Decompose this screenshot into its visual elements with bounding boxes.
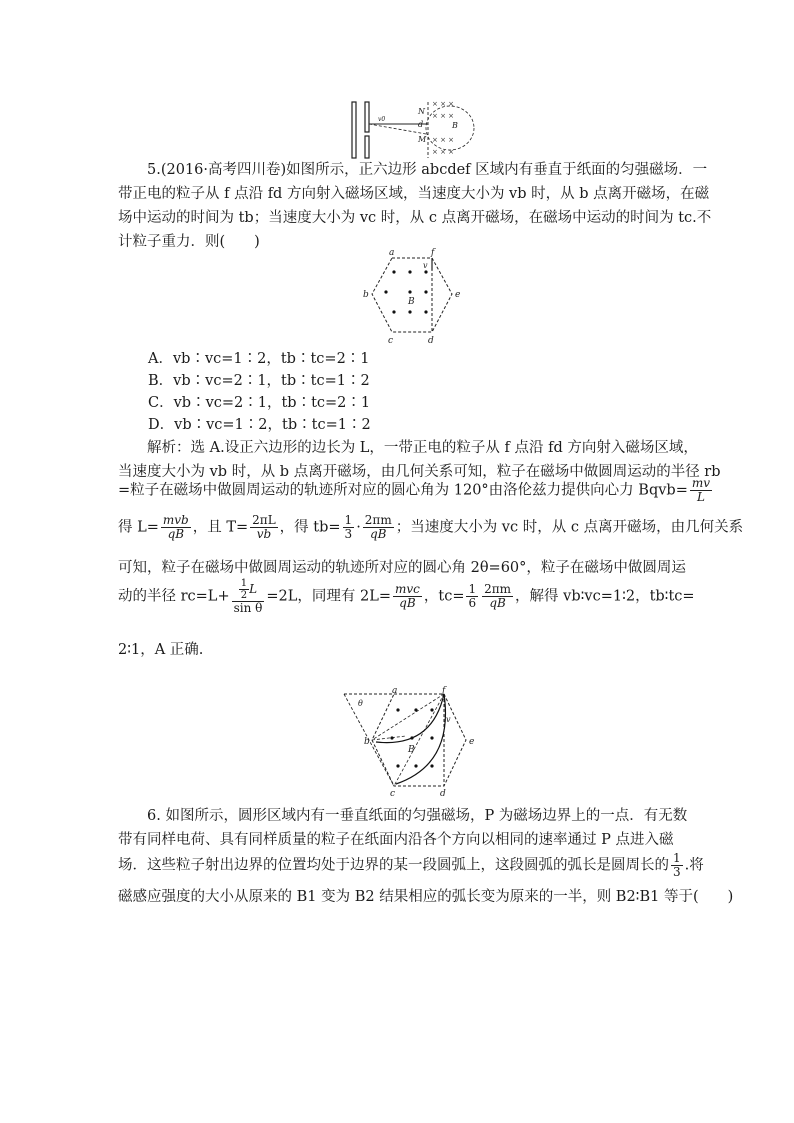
svg-text:× × ×: × × × [432,100,455,108]
svg-text:× × ×: × × × [432,112,455,120]
label-a: a [389,248,395,258]
label-a: a [392,686,398,696]
q5-stem-line-3: 场中运动的时间为 tb；当速度大小为 vc 时，从 c 点离开磁场，在磁场中运动的时间为 tc.不 [118,210,712,226]
hexagon-figure-2 [336,686,486,798]
label-d: d [418,120,424,129]
analysis-line-7: 2∶1，A 正确. [118,642,204,658]
label-M: M [418,135,427,144]
label-B: B [452,121,458,130]
label-B: B [408,745,415,755]
svg-text:× × ×: × × × [432,148,455,156]
label-N: N [418,107,425,116]
label-b: b [363,290,369,300]
label-c: c [388,336,394,346]
analysis-line-4: 得 L= $\frac{\text{mvb}}{qB}$ ，且 T= $\frac{2\pi L}{vb}$ ，得 tb= $\frac{1}{3}$ · $\frac{2\pi m}{qB}$ ；当速度大小为 vc 时，从 c 点离开磁场，由几何关系 [118,513,744,541]
label-e: e [455,290,461,300]
q6-line-1: 6. 如图所示，圆形区域内有一垂直纸面的匀强磁场，P 为磁场边界上的一点．有无数 [147,808,688,824]
label-d: d [428,336,434,346]
option-b: B．vb∶vc=2∶1，tb∶tc=1∶2 [148,373,370,389]
q6-line-3: 场．这些粒子射出边界的位置均处于边界的某一段圆弧上，这段圆弧的弧长是圆周长的 $\frac{1}{3}$ .将 [118,851,704,879]
analysis-line-1: 解析：选 A.设正六边形的边长为 L，一带正电的粒子从 f 点沿 fd 方向射入磁场区域， [147,440,698,456]
analysis-line-2: 当速度大小为 vb 时，从 b 点离开磁场，由几何关系可知，粒子在磁场中做圆周运动的半径 rb [118,464,721,480]
label-v: v [423,261,428,270]
label-c: c [390,789,396,798]
label-d: d [440,789,446,798]
label-v0: v0 [378,116,386,123]
label-b: b [364,737,370,747]
analysis-line-3: =粒子在磁场中做圆周运动的轨迹所对应的圆心角为 120°由洛伦兹力提供向心力 Bqvb= $\frac{mv}{L}$ [118,476,711,504]
label-theta: θ [358,699,363,708]
option-c: C．vb∶vc=2∶1，tb∶tc=2∶1 [148,395,371,411]
svg-text:× × ×: × × × [432,136,455,144]
label-v: v [446,715,451,724]
option-a: A．vb∶vc=1∶2，tb∶tc=2∶1 [148,351,370,367]
q6-line-4: 磁感应强度的大小从原来的 B1 变为 B2 结果相应的弧长变为原来的一半，则 B2∶B1 等于( ) [118,889,734,905]
analysis-line-6: 动的半径 rc=L+ $\frac{1}{2}$ L sin θ =2L，同理有 2L= $\frac{\text{mvc}}{qB}$ ，tc= $\frac{1}{6}$ $\frac{2\pi m}{qB}$ ，解得 vb∶vc=1∶2，tb∶tc= [118,578,695,615]
label-B: B [408,297,415,307]
hexagon-figure-1 [360,246,470,346]
label-e: e [469,737,475,747]
label-f: f [442,686,446,696]
top-figure [340,98,500,160]
analysis-line-5: 可知，粒子在磁场中做圆周运动的轨迹所对应的圆心角 2θ=60°，粒子在磁场中做圆周运 [118,560,686,576]
q5-stem-line-1: 5.(2016·高考四川卷)如图所示，正六边形 abcdef 区域内有垂直于纸面的匀强磁场．一 [147,162,708,178]
q5-stem-line-2: 带正电的粒子从 f 点沿 fd 方向射入磁场区域，当速度大小为 vb 时，从 b 点离开磁场，在磁 [118,186,710,202]
option-d: D．vb∶vc=1∶2，tb∶tc=1∶2 [148,417,371,433]
q6-line-2: 带有同样电荷、具有同样质量的粒子在纸面内沿各个方向以相同的速率通过 P 点进入磁 [118,832,674,848]
label-f: f [431,248,435,258]
q5-stem-line-4: 计粒子重力．则( ) [118,234,260,250]
